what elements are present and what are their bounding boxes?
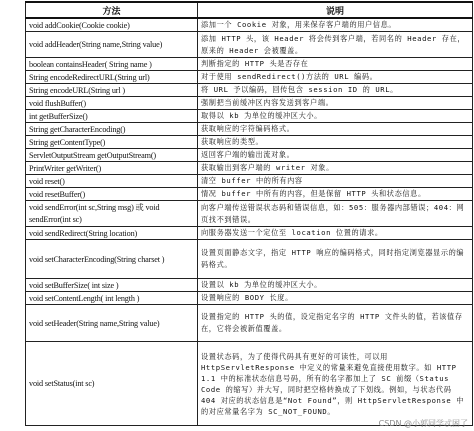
response-methods-table (25, 1, 473, 426)
method-cell: void sendError(int sc,String msg) 或 void sendError(int sc) (26, 201, 198, 227)
description-cell: 取得以 kb 为单位的缓冲区大小。 (198, 110, 473, 123)
table-row (26, 162, 473, 175)
table-row (26, 175, 473, 188)
description-cell: 向服务器发送一个定位至 location 位置的请求。 (198, 227, 473, 240)
table-row (26, 71, 473, 84)
method-cell: void flushBuffer() (26, 97, 198, 110)
description-cell: 清空 buffer 中的所有内容 (198, 175, 473, 188)
method-cell: String encodeURL(String url ) (26, 84, 198, 97)
method-cell: void addCookie(Cookie cookie) (26, 18, 198, 32)
column-header-method: 方法 (26, 2, 198, 18)
method-cell: void sendRedirect(String location) (26, 227, 198, 240)
method-cell: void reset() (26, 175, 198, 188)
table-row (26, 32, 473, 58)
method-cell: void setBufferSize( int size ) (26, 279, 198, 292)
method-cell: ServletOutputStream getOutputStream() (26, 149, 198, 162)
description-cell: 设置以 kb 为单位的缓冲区大小。 (198, 279, 473, 292)
description-cell: 返回客户端的输出流对象。 (198, 149, 473, 162)
table-row (26, 58, 473, 71)
table-row (26, 342, 473, 426)
method-cell: void addHeader(String name,String value) (26, 32, 198, 58)
method-cell: String getContentType() (26, 136, 198, 149)
table-row (26, 240, 473, 279)
method-cell: String getCharacterEncoding() (26, 123, 198, 136)
table-row (26, 18, 473, 32)
description-cell: 对于使用 sendRedirect()方法的 URL 编码。 (198, 71, 473, 84)
method-cell: void setContentLength( int length ) (26, 292, 198, 305)
description-cell: 获取输出到客户端的 writer 对象。 (198, 162, 473, 175)
table-row (26, 188, 473, 201)
description-cell: 添加 HTTP 头，该 Header 将会传到客户端，若同名的 Header 存在，原来的 Header 会被覆盖。 (198, 32, 473, 58)
description-cell: 强制把当前缓冲区内容发送到客户端。 (198, 97, 473, 110)
description-cell: 设置页面静态文字，指定 HTTP 响应的编码格式，同时指定浏览器显示的编码格式。 (198, 240, 473, 279)
table-row (26, 136, 473, 149)
column-header-description: 说明 (198, 2, 473, 18)
description-cell: 将 URL 予以编码，回传包含 session ID 的 URL。 (198, 84, 473, 97)
table-row (26, 84, 473, 97)
method-cell: boolean containsHeader( String name ) (26, 58, 198, 71)
description-cell: 向客户端传送错误状态码和错误信息，如：505：服务器内部错误；404：网页找不到错误。 (198, 201, 473, 227)
table-header-row (26, 2, 473, 18)
method-cell: void setCharacterEncoding(String charset ) (26, 240, 198, 279)
description-cell: 情况 buffer 中所有的内容，但是保留 HTTP 头和状态信息。 (198, 188, 473, 201)
table-row (26, 149, 473, 162)
table-row (26, 305, 473, 342)
csdn-watermark: CSDN @小郭同学忒困了 (378, 419, 468, 428)
table-row (26, 292, 473, 305)
table-row (26, 110, 473, 123)
description-cell: 获取响应的字符编码格式。 (198, 123, 473, 136)
method-cell: void setStatus(int sc) (26, 342, 198, 426)
table-row (26, 123, 473, 136)
description-cell: 判断指定的 HTTP 头是否存在 (198, 58, 473, 71)
method-cell: String encodeRedirectURL(String url) (26, 71, 198, 84)
method-cell: void resetBuffer() (26, 188, 198, 201)
description-cell: 设置状态码，为了使得代码具有更好的可读性，可以用 HttpServletResponse 中定义的常量来避免直接使用数字。如 HTTP 1.1 中的标准状态信息号码，所有的名字都加上了 SC 前缀（Status Code 的缩写）并大写，同时把空格转换成了下划线。例如，与状态代码 404 对应的状态信息是“Not Found”，则 HttpServletResponse 中的对应常量名字为 SC_NOT_FOUND。 (198, 342, 473, 426)
table-row (26, 227, 473, 240)
method-cell: PrintWriter getWriter() (26, 162, 198, 175)
description-cell: 获取响应的类型。 (198, 136, 473, 149)
table-row (26, 201, 473, 227)
description-cell: 设置响应的 BODY 长度。 (198, 292, 473, 305)
table-row (26, 97, 473, 110)
table-row (26, 279, 473, 292)
description-cell: 设置指定的 HTTP 头的值，设定指定名字的 HTTP 文件头的值，若该值存在，它将会被新值覆盖。 (198, 305, 473, 342)
method-cell: void setHeader(String name,String value) (26, 305, 198, 342)
description-cell: 添加一个 Cookie 对象，用来保存客户端的用户信息。 (198, 18, 473, 32)
method-cell: int getBufferSize() (26, 110, 198, 123)
